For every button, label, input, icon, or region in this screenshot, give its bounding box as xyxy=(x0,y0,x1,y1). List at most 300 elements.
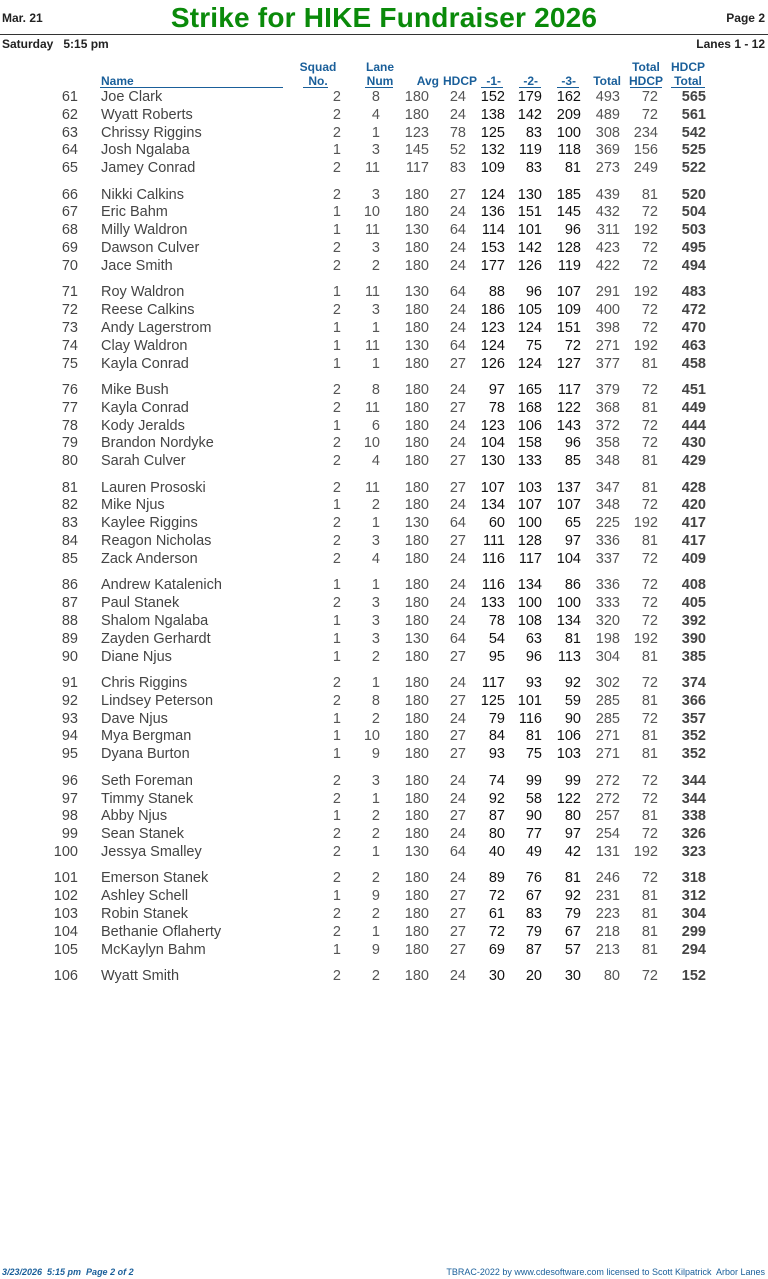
handicap-total-cell: 458 xyxy=(681,355,706,372)
average-cell: 180 xyxy=(404,968,429,985)
average-cell: 180 xyxy=(404,240,429,257)
rank-cell: 105 xyxy=(53,941,78,958)
rank-cell: 94 xyxy=(61,728,78,745)
series-total-cell: 273 xyxy=(595,160,620,177)
handicap-total-cell: 344 xyxy=(681,772,706,789)
table-row xyxy=(0,497,768,515)
game3-cell: 185 xyxy=(556,186,581,203)
bowler-name-cell: Jace Smith xyxy=(101,257,173,274)
game2-cell: 76 xyxy=(525,870,542,887)
game3-cell: 42 xyxy=(564,843,581,860)
col-header-lane-bottom: Num xyxy=(366,74,394,88)
bowler-name-cell: Dawson Culver xyxy=(101,240,200,257)
game1-cell: 134 xyxy=(480,497,505,514)
total-handicap-cell: 81 xyxy=(641,453,658,470)
lane-cell: 1 xyxy=(371,790,380,807)
average-cell: 180 xyxy=(404,257,429,274)
table-row xyxy=(0,204,768,222)
bowler-name-cell: Kayla Conrad xyxy=(101,355,189,372)
game1-cell: 30 xyxy=(488,968,505,985)
handicap-cell: 24 xyxy=(449,772,466,789)
total-hdcp-underline xyxy=(630,87,662,88)
game3-cell: 134 xyxy=(556,612,581,629)
table-row xyxy=(0,826,768,844)
game2-cell: 128 xyxy=(517,533,542,550)
table-row xyxy=(0,356,768,374)
squad-cell: 1 xyxy=(332,577,341,594)
handicap-total-cell: 344 xyxy=(681,790,706,807)
handicap-total-cell: 357 xyxy=(681,710,706,727)
rank-cell: 98 xyxy=(61,808,78,825)
lane-cell: 1 xyxy=(371,923,380,940)
lane-cell: 11 xyxy=(364,479,380,496)
squad-cell: 2 xyxy=(332,302,341,319)
rank-cell: 64 xyxy=(61,142,78,159)
total-handicap-cell: 81 xyxy=(641,905,658,922)
game2-cell: 49 xyxy=(525,843,542,860)
squad-cell: 2 xyxy=(332,843,341,860)
rank-cell: 62 xyxy=(61,106,78,123)
game1-cell: 132 xyxy=(480,142,505,159)
lane-underline xyxy=(365,87,393,88)
game3-cell: 92 xyxy=(564,888,581,905)
game1-cell: 177 xyxy=(480,257,505,274)
hdcp-total-underline xyxy=(671,87,705,88)
average-cell: 180 xyxy=(404,453,429,470)
squad-cell: 2 xyxy=(332,905,341,922)
game1-cell: 60 xyxy=(488,515,505,532)
handicap-total-cell: 152 xyxy=(681,968,706,985)
handicap-cell: 27 xyxy=(449,453,466,470)
game3-cell: 57 xyxy=(564,941,581,958)
lane-cell: 3 xyxy=(371,772,380,789)
total-handicap-cell: 81 xyxy=(641,186,658,203)
game2-cell: 130 xyxy=(517,186,542,203)
game2-cell: 90 xyxy=(525,808,542,825)
total-handicap-cell: 72 xyxy=(641,612,658,629)
rank-cell: 100 xyxy=(53,843,78,860)
rank-cell: 72 xyxy=(61,302,78,319)
handicap-total-cell: 304 xyxy=(681,905,706,922)
average-cell: 130 xyxy=(404,515,429,532)
lane-cell: 2 xyxy=(371,968,380,985)
lane-cell: 3 xyxy=(371,186,380,203)
bowler-name-cell: Kody Jeralds xyxy=(101,417,185,434)
handicap-total-cell: 561 xyxy=(681,106,706,123)
bowler-name-cell: Josh Ngalaba xyxy=(101,142,190,159)
table-row xyxy=(0,400,768,418)
footer-print-info: 3/23/2026 5:15 pm Page 2 of 2 xyxy=(2,1267,134,1277)
total-handicap-cell: 72 xyxy=(641,968,658,985)
game1-cell: 69 xyxy=(488,941,505,958)
total-handicap-cell: 72 xyxy=(641,497,658,514)
average-cell: 123 xyxy=(404,124,429,141)
lane-cell: 2 xyxy=(371,808,380,825)
game2-cell: 93 xyxy=(525,675,542,692)
average-cell: 180 xyxy=(404,710,429,727)
game1-cell: 54 xyxy=(488,630,505,647)
table-row xyxy=(0,746,768,764)
game3-cell: 137 xyxy=(556,479,581,496)
game2-cell: 158 xyxy=(517,435,542,452)
game2-cell: 101 xyxy=(517,692,542,709)
lane-cell: 10 xyxy=(363,204,380,221)
game1-cell: 93 xyxy=(488,746,505,763)
average-cell: 180 xyxy=(404,479,429,496)
squad-cell: 2 xyxy=(332,550,341,567)
squad-cell: 1 xyxy=(332,204,341,221)
game2-cell: 100 xyxy=(517,595,542,612)
total-handicap-cell: 81 xyxy=(641,533,658,550)
rank-cell: 103 xyxy=(53,905,78,922)
table-row xyxy=(0,649,768,667)
total-handicap-cell: 72 xyxy=(641,710,658,727)
rank-cell: 82 xyxy=(61,497,78,514)
game3-cell: 99 xyxy=(564,772,581,789)
handicap-cell: 64 xyxy=(449,284,466,301)
rank-cell: 90 xyxy=(61,648,78,665)
average-cell: 180 xyxy=(404,675,429,692)
table-row xyxy=(0,613,768,631)
squad-cell: 1 xyxy=(332,142,341,159)
handicap-cell: 27 xyxy=(449,479,466,496)
game1-cell: 123 xyxy=(480,319,505,336)
series-total-cell: 432 xyxy=(595,204,620,221)
game3-cell: 80 xyxy=(564,808,581,825)
handicap-total-cell: 444 xyxy=(681,417,706,434)
squad-cell: 2 xyxy=(332,186,341,203)
average-cell: 180 xyxy=(404,355,429,372)
footer-license: TBRAC-2022 by www.cdesoftware.com licensed to Scott Kilpatrick Arbor Lanes xyxy=(446,1267,765,1277)
rank-cell: 95 xyxy=(61,746,78,763)
table-row xyxy=(0,728,768,746)
handicap-cell: 27 xyxy=(449,888,466,905)
handicap-cell: 27 xyxy=(449,941,466,958)
series-total-cell: 246 xyxy=(595,870,620,887)
total-handicap-cell: 81 xyxy=(641,941,658,958)
game3-cell: 128 xyxy=(556,240,581,257)
game2-cell: 75 xyxy=(525,746,542,763)
game3-cell: 67 xyxy=(564,923,581,940)
squad-cell: 2 xyxy=(332,515,341,532)
average-cell: 180 xyxy=(404,808,429,825)
handicap-cell: 27 xyxy=(449,186,466,203)
handicap-total-cell: 417 xyxy=(681,533,706,550)
game1-cell: 114 xyxy=(481,222,505,239)
rank-cell: 87 xyxy=(61,595,78,612)
handicap-total-cell: 522 xyxy=(681,160,706,177)
handicap-total-cell: 390 xyxy=(681,630,706,647)
handicap-total-cell: 520 xyxy=(681,186,706,203)
table-row xyxy=(0,160,768,178)
handicap-cell: 24 xyxy=(449,382,466,399)
bowler-name-cell: Lauren Prososki xyxy=(101,479,206,496)
table-row xyxy=(0,222,768,240)
handicap-total-cell: 470 xyxy=(681,319,706,336)
series-total-cell: 218 xyxy=(595,923,620,940)
bowler-name-cell: Andrew Katalenich xyxy=(101,577,222,594)
total-handicap-cell: 72 xyxy=(641,204,658,221)
lane-cell: 1 xyxy=(371,515,380,532)
squad-cell: 2 xyxy=(332,772,341,789)
series-total-cell: 439 xyxy=(595,186,620,203)
lane-cell: 4 xyxy=(371,453,380,470)
game1-cell: 78 xyxy=(488,399,505,416)
col-header-name: Name xyxy=(101,74,134,88)
squad-cell: 1 xyxy=(332,417,341,434)
game3-cell: 106 xyxy=(556,728,581,745)
series-total-cell: 311 xyxy=(596,222,620,239)
bowler-name-cell: Shalom Ngalaba xyxy=(101,612,209,629)
game2-cell: 58 xyxy=(525,790,542,807)
handicap-total-cell: 323 xyxy=(681,843,706,860)
table-row xyxy=(0,187,768,205)
game3-cell: 72 xyxy=(564,337,581,354)
table-row xyxy=(0,631,768,649)
game3-cell: 85 xyxy=(564,453,581,470)
bowler-name-cell: Chrissy Riggins xyxy=(101,124,202,141)
table-row xyxy=(0,577,768,595)
game2-cell: 126 xyxy=(517,257,542,274)
lane-cell: 1 xyxy=(371,843,380,860)
average-cell: 130 xyxy=(404,630,429,647)
average-cell: 180 xyxy=(404,497,429,514)
col-header-squad-top: Squad xyxy=(299,60,337,74)
rank-cell: 86 xyxy=(61,577,78,594)
game3-cell: 107 xyxy=(556,284,581,301)
handicap-cell: 24 xyxy=(449,319,466,336)
handicap-cell: 27 xyxy=(449,355,466,372)
game1-cell: 153 xyxy=(480,240,505,257)
game1-cell: 133 xyxy=(480,595,505,612)
game3-cell: 81 xyxy=(564,870,581,887)
handicap-cell: 27 xyxy=(449,923,466,940)
game3-cell: 119 xyxy=(557,257,581,274)
series-total-cell: 379 xyxy=(595,382,620,399)
game1-cell: 84 xyxy=(488,728,505,745)
bowler-name-cell: Wyatt Smith xyxy=(101,968,180,985)
lane-cell: 9 xyxy=(371,888,380,905)
col-header-game3: -3- xyxy=(561,74,576,88)
series-total-cell: 400 xyxy=(595,302,620,319)
game3-cell: 92 xyxy=(564,675,581,692)
series-total-cell: 422 xyxy=(595,257,620,274)
game1-cell: 72 xyxy=(488,888,505,905)
average-cell: 130 xyxy=(404,222,429,239)
total-handicap-cell: 72 xyxy=(641,435,658,452)
game1-cell: 125 xyxy=(480,124,505,141)
game1-cell: 92 xyxy=(488,790,505,807)
average-cell: 180 xyxy=(404,923,429,940)
squad-cell: 1 xyxy=(332,648,341,665)
table-row xyxy=(0,968,768,986)
handicap-cell: 24 xyxy=(449,497,466,514)
average-cell: 180 xyxy=(404,435,429,452)
game2-cell: 168 xyxy=(517,399,542,416)
bowler-name-cell: Nikki Calkins xyxy=(101,186,184,203)
squad-cell: 2 xyxy=(332,89,341,105)
game3-cell: 122 xyxy=(556,790,581,807)
game3-underline xyxy=(557,87,579,88)
series-total-cell: 271 xyxy=(595,728,620,745)
table-row xyxy=(0,142,768,160)
total-handicap-cell: 81 xyxy=(641,692,658,709)
standings-table xyxy=(0,89,768,986)
game3-cell: 162 xyxy=(556,89,581,105)
game3-cell: 100 xyxy=(556,595,581,612)
table-row xyxy=(0,258,768,276)
game2-cell: 99 xyxy=(525,772,542,789)
rank-cell: 75 xyxy=(61,355,78,372)
series-total-cell: 372 xyxy=(595,417,620,434)
total-handicap-cell: 192 xyxy=(633,843,658,860)
game3-cell: 79 xyxy=(564,905,581,922)
squad-cell: 2 xyxy=(332,240,341,257)
game2-cell: 142 xyxy=(517,106,542,123)
bowler-name-cell: Mike Bush xyxy=(101,382,169,399)
col-header-lane-top: Lane xyxy=(365,60,394,74)
squad-cell: 1 xyxy=(332,710,341,727)
handicap-total-cell: 392 xyxy=(681,612,706,629)
average-cell: 180 xyxy=(404,595,429,612)
handicap-cell: 24 xyxy=(449,577,466,594)
lane-cell: 11 xyxy=(364,222,380,239)
game2-cell: 87 xyxy=(525,941,542,958)
total-handicap-cell: 192 xyxy=(633,515,658,532)
game1-cell: 61 xyxy=(488,905,505,922)
game3-cell: 97 xyxy=(564,533,581,550)
squad-cell: 1 xyxy=(332,319,341,336)
game3-cell: 103 xyxy=(556,746,581,763)
lane-cell: 2 xyxy=(371,870,380,887)
total-handicap-cell: 192 xyxy=(633,337,658,354)
handicap-total-cell: 420 xyxy=(681,497,706,514)
handicap-total-cell: 312 xyxy=(681,888,706,905)
table-row xyxy=(0,791,768,809)
series-total-cell: 493 xyxy=(595,89,620,105)
squad-cell: 2 xyxy=(332,870,341,887)
series-total-cell: 489 xyxy=(595,106,620,123)
bowler-name-cell: Lindsey Peterson xyxy=(101,692,214,709)
lane-cell: 1 xyxy=(371,124,380,141)
handicap-cell: 24 xyxy=(449,106,466,123)
table-row xyxy=(0,551,768,569)
handicap-total-cell: 299 xyxy=(681,923,706,940)
table-row xyxy=(0,338,768,356)
squad-cell: 2 xyxy=(332,124,341,141)
col-header-total: Total xyxy=(593,74,621,88)
series-total-cell: 347 xyxy=(595,479,620,496)
lane-cell: 11 xyxy=(364,160,380,177)
bowler-name-cell: Abby Njus xyxy=(101,808,168,825)
handicap-cell: 24 xyxy=(449,826,466,843)
game1-underline xyxy=(481,87,503,88)
game2-cell: 96 xyxy=(525,284,542,301)
rank-cell: 97 xyxy=(61,790,78,807)
handicap-cell: 27 xyxy=(449,746,466,763)
squad-cell: 1 xyxy=(332,888,341,905)
average-cell: 180 xyxy=(404,728,429,745)
total-handicap-cell: 72 xyxy=(641,826,658,843)
series-total-cell: 320 xyxy=(595,612,620,629)
lane-cell: 3 xyxy=(371,595,380,612)
handicap-cell: 24 xyxy=(449,710,466,727)
handicap-total-cell: 494 xyxy=(681,257,706,274)
game3-cell: 59 xyxy=(564,692,581,709)
table-row xyxy=(0,942,768,960)
handicap-total-cell: 409 xyxy=(681,550,706,567)
handicap-total-cell: 429 xyxy=(681,453,706,470)
rank-cell: 66 xyxy=(61,186,78,203)
col-header-avg: Avg xyxy=(416,74,439,88)
bowler-name-cell: Robin Stanek xyxy=(101,905,189,922)
bowler-name-cell: Sarah Culver xyxy=(101,453,186,470)
average-cell: 180 xyxy=(404,870,429,887)
rank-cell: 65 xyxy=(61,160,78,177)
game2-cell: 117 xyxy=(518,550,542,567)
game1-cell: 104 xyxy=(480,435,505,452)
handicap-cell: 27 xyxy=(449,905,466,922)
col-header-total-hdcp-bottom: HDCP xyxy=(628,74,663,88)
average-cell: 180 xyxy=(404,941,429,958)
game2-cell: 67 xyxy=(525,888,542,905)
average-cell: 180 xyxy=(404,186,429,203)
game1-cell: 109 xyxy=(480,160,505,177)
game2-cell: 165 xyxy=(517,382,542,399)
table-row xyxy=(0,320,768,338)
handicap-total-cell: 408 xyxy=(681,577,706,594)
squad-cell: 1 xyxy=(332,746,341,763)
bowler-name-cell: Diane Njus xyxy=(101,648,172,665)
lane-cell: 8 xyxy=(371,89,380,105)
squad-cell: 2 xyxy=(332,923,341,940)
lane-cell: 2 xyxy=(371,905,380,922)
table-row xyxy=(0,418,768,436)
handicap-total-cell: 326 xyxy=(681,826,706,843)
game2-cell: 124 xyxy=(517,319,542,336)
average-cell: 180 xyxy=(404,746,429,763)
game2-cell: 105 xyxy=(517,302,542,319)
total-handicap-cell: 81 xyxy=(641,399,658,416)
lane-cell: 3 xyxy=(371,240,380,257)
game3-cell: 100 xyxy=(556,124,581,141)
game1-cell: 80 xyxy=(488,826,505,843)
average-cell: 180 xyxy=(404,648,429,665)
squad-cell: 1 xyxy=(332,284,341,301)
table-row xyxy=(0,773,768,791)
game1-cell: 111 xyxy=(482,533,505,550)
game3-cell: 118 xyxy=(557,142,581,159)
total-handicap-cell: 234 xyxy=(633,124,658,141)
series-total-cell: 272 xyxy=(595,790,620,807)
handicap-total-cell: 565 xyxy=(681,89,706,105)
total-handicap-cell: 72 xyxy=(641,577,658,594)
game3-cell: 122 xyxy=(556,399,581,416)
name-underline xyxy=(100,87,283,88)
game1-cell: 88 xyxy=(488,284,505,301)
rank-cell: 81 xyxy=(61,479,78,496)
average-cell: 180 xyxy=(404,826,429,843)
bowler-name-cell: Ashley Schell xyxy=(101,888,189,905)
series-total-cell: 225 xyxy=(595,515,620,532)
squad-cell: 2 xyxy=(332,453,341,470)
total-handicap-cell: 81 xyxy=(641,648,658,665)
series-total-cell: 308 xyxy=(595,124,620,141)
series-total-cell: 348 xyxy=(595,453,620,470)
game2-cell: 103 xyxy=(517,479,542,496)
bowler-name-cell: Dyana Burton xyxy=(101,746,190,763)
lane-cell: 8 xyxy=(371,382,380,399)
